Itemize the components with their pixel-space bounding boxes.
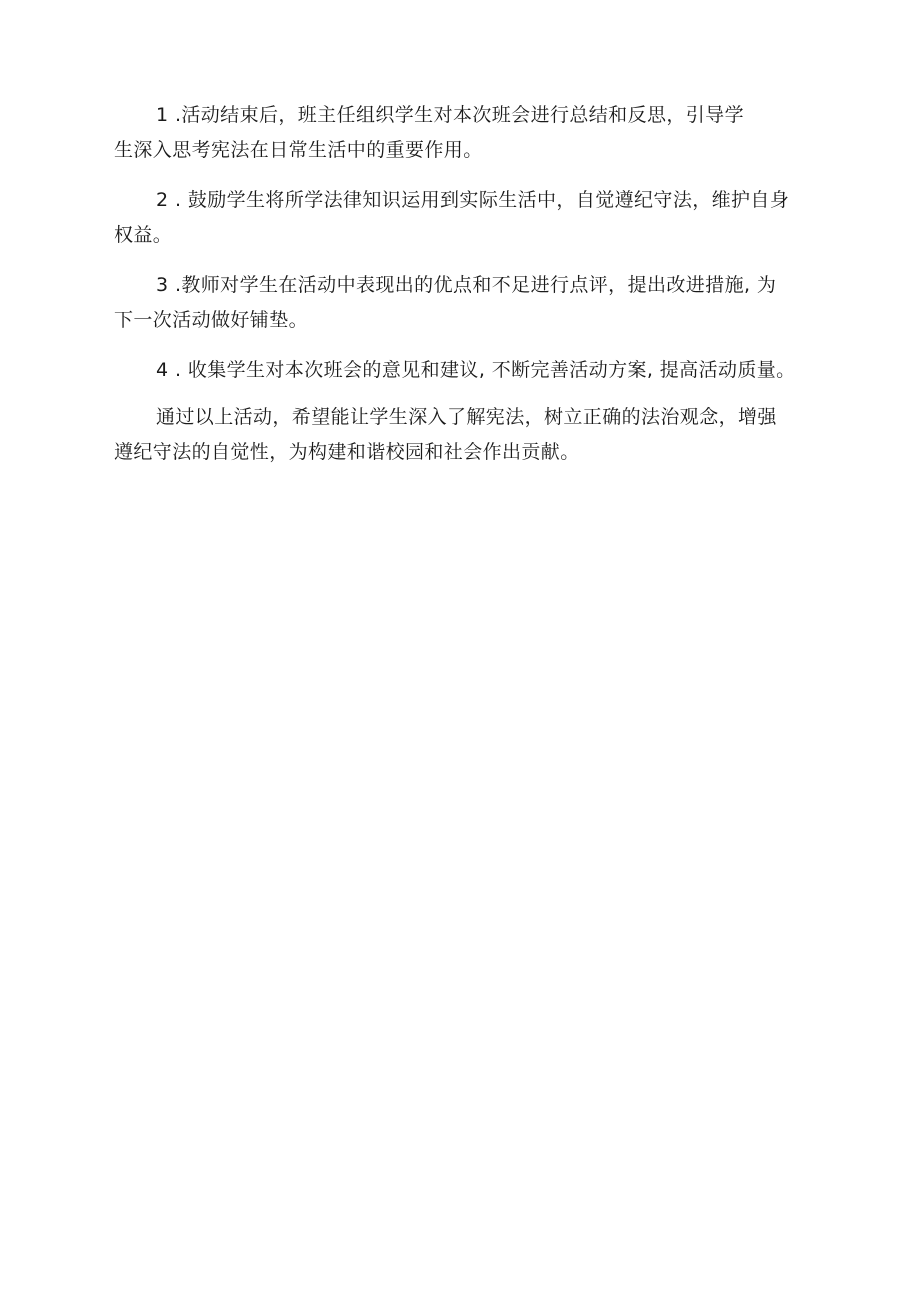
list-item-3 — [114, 268, 814, 338]
item-text: .活动结束后，班主任组织学生对本次班会进行总结和反思，引导学 — [168, 104, 744, 126]
item-text: . 鼓励学生将所学法律知识运用到实际生活中，自觉遵纪守法，维护自身 — [168, 189, 790, 211]
list-item-4 — [114, 353, 814, 388]
item-text: . 收集学生对本次班会的意见和建议, 不断完善活动方案, 提高活动质量。 — [168, 359, 796, 381]
document-body — [114, 98, 814, 485]
list-item-1 — [114, 98, 814, 168]
conclusion-paragraph — [114, 400, 814, 470]
item-text: .教师对学生在活动中表现出的优点和不足进行点评，提出改进措施, 为 — [168, 274, 777, 296]
item-number: 1 — [156, 104, 169, 126]
list-item-2 — [114, 183, 814, 253]
item-text-continued: 下一次活动做好铺垫。 — [114, 309, 309, 331]
item-number: 2 — [156, 189, 169, 211]
item-number: 3 — [156, 274, 169, 296]
item-text-continued: 生深入思考宪法在日常生活中的重要作用。 — [114, 139, 483, 161]
item-number: 4 — [156, 359, 169, 381]
conclusion-text: 通过以上活动，希望能让学生深入了解宪法，树立正确的法治观念，增强 — [156, 406, 777, 428]
conclusion-text-continued: 遵纪守法的自觉性，为构建和谐校园和社会作出贡献。 — [114, 441, 580, 463]
item-text-continued: 权益。 — [114, 224, 173, 246]
